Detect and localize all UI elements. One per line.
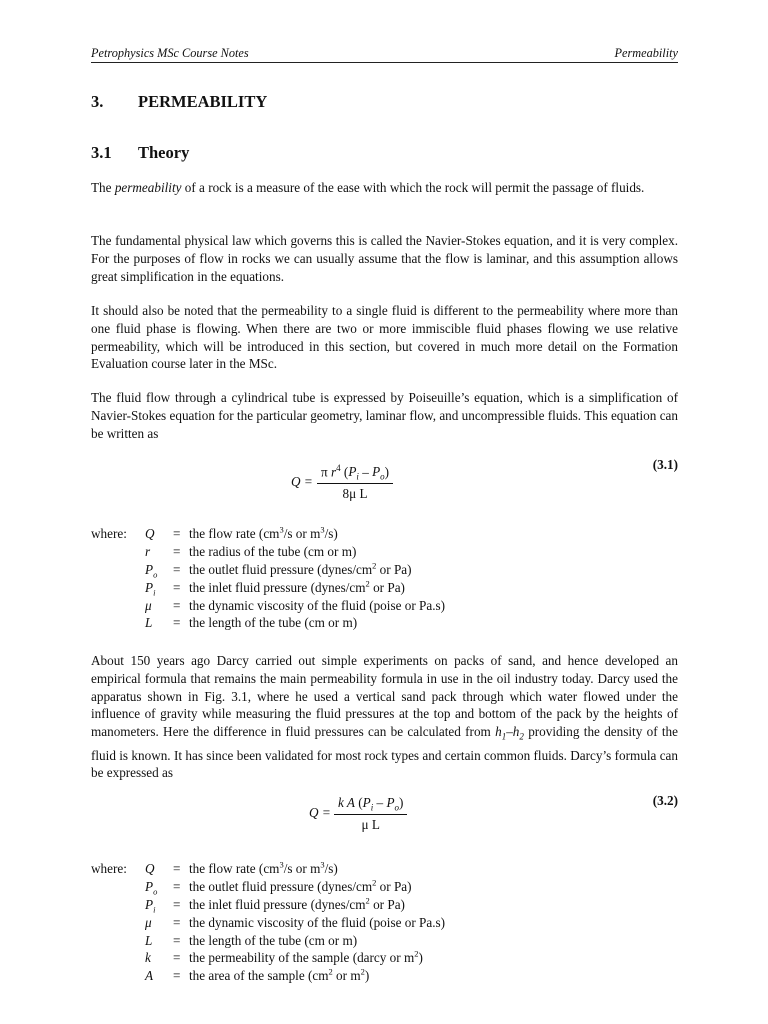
- paragraph-relative-permeability: It should also be noted that the permeability to a single fluid is different to the permeability where more than one fluid phase is flowing. When there are two or more immiscible fluid phases flowing we use relative permeability, which will be introduced in this section, but covered in much more detail on the Formation Evaluation course later in the MSc.: [91, 303, 678, 372]
- equation-poiseuille: [91, 457, 678, 501]
- variable-description: the length of the tube (cm or m): [189, 615, 358, 631]
- equals-sign: =: [173, 896, 181, 912]
- equals-sign: =: [173, 526, 181, 541]
- variable-row: [91, 525, 678, 543]
- variable-row: [91, 614, 678, 632]
- equals-sign: =: [173, 597, 181, 613]
- chapter-heading: [91, 92, 267, 112]
- equals-sign: =: [173, 579, 181, 595]
- variable-description: the permeability of the sample (darcy or $m^2$): [189, 949, 423, 966]
- variable-row: [91, 579, 678, 597]
- running-header: [91, 46, 678, 63]
- equals-sign: =: [173, 968, 181, 984]
- paragraph-darcy: About 150 years ago Darcy carried out simple experiments on packs of sand, and hence developed an empirical formula that remains the main permeability formula in use in the oil industry today. Darcy used the apparatus shown in Fig. 3.1, where he used a vertical sand pack through which water flowed under the influence of gravity while measuring the fluid pressures at the top and bottom of the pack by the heights of manometers. Here the difference in fluid pressures can be calculated from $h_1-h_2$ providing the density of the fluid is known. It has since been validated for most rock types and certain common fluids. Darcy’s formula can be expressed as: [91, 653, 678, 781]
- equation-lhs: Q =: [309, 805, 331, 820]
- paragraph-poiseuille: The fluid flow through a cylindrical tube is expressed by Poiseuille’s equation, which is a simplification of Navier-Stokes equation for the particular geometry, laminar flow, and uncompressible fluids. This equation can be written as: [91, 390, 678, 441]
- variable-symbol: $P_i$: [145, 896, 156, 915]
- variable-description: the flow rate ($cm^3/s$ or $m^3/s$): [189, 524, 338, 541]
- variable-description: the inlet fluid pressure ($dynes/cm^2$ or Pa): [189, 895, 405, 912]
- equation-lhs: Q =: [291, 474, 313, 489]
- equation-numerator: k A $(P_i - P_o)$: [334, 795, 407, 815]
- emphasis-term: permeability: [114, 180, 182, 195]
- variable-row: [91, 896, 678, 914]
- variable-description: the inlet fluid pressure ($dynes/cm^2$ or Pa): [189, 578, 405, 595]
- variable-row: [91, 561, 678, 579]
- variable-row: [91, 914, 678, 932]
- variable-description: the flow rate ($cm^3/s$ or $m^3/s$): [189, 859, 338, 876]
- variable-row: [91, 597, 678, 615]
- variable-description: the dynamic viscosity of the fluid (poise or Pa.s): [189, 914, 446, 930]
- variable-description: the radius of the tube (cm or m): [189, 543, 357, 559]
- variable-description: the dynamic viscosity of the fluid (poise or Pa.s): [189, 597, 446, 613]
- paragraph-text: of a rock is a measure of the ease with which the rock will permit the passage of fluids.: [181, 180, 645, 195]
- equals-sign: =: [173, 615, 181, 631]
- variable-symbol: r: [145, 543, 151, 559]
- variable-symbol: μ: [145, 914, 152, 930]
- equation-numerator: π $r^4$ $(P_i - P_o)$: [317, 463, 393, 484]
- chapter-number: 3.: [91, 92, 104, 111]
- section-heading: [91, 143, 189, 163]
- equals-sign: =: [173, 561, 181, 577]
- variable-symbol: k: [145, 950, 151, 966]
- variable-list-darcy: [91, 860, 678, 985]
- variable-symbol: L: [145, 932, 153, 948]
- variable-symbol: Q: [145, 861, 155, 876]
- equals-sign: =: [173, 932, 181, 948]
- equation-darcy: [91, 793, 678, 837]
- variable-symbol: A: [145, 968, 154, 984]
- where-label: where:: [91, 526, 127, 541]
- equals-sign: =: [173, 543, 181, 559]
- variable-row: [91, 932, 678, 950]
- equals-sign: =: [173, 950, 181, 966]
- variable-list-poiseuille: [91, 525, 678, 632]
- variable-description: the length of the tube (cm or m): [189, 932, 358, 948]
- paragraph-text: The: [91, 180, 115, 195]
- where-label: where:: [91, 861, 127, 876]
- variable-description: the area of the sample ($cm^2$ or $m^2$): [189, 966, 370, 984]
- variable-symbol: $P_o$: [145, 561, 158, 580]
- variable-symbol: L: [145, 615, 153, 631]
- variable-row: [91, 878, 678, 896]
- equals-sign: =: [173, 914, 181, 930]
- variable-symbol: $P_i$: [145, 579, 156, 598]
- variable-symbol: Q: [145, 526, 155, 541]
- equation-fraction: [317, 463, 393, 502]
- variable-description: the outlet fluid pressure ($dynes/cm^2$ or Pa): [189, 877, 412, 894]
- variable-row: [91, 949, 678, 967]
- equation-fraction: [334, 795, 407, 833]
- variable-row: [91, 967, 678, 985]
- section-number: 3.1: [91, 143, 112, 162]
- variable-description: the outlet fluid pressure ($dynes/cm^2$ or Pa): [189, 560, 412, 577]
- variable-symbol: $P_o$: [145, 878, 158, 897]
- variable-row: [91, 543, 678, 561]
- section-title: Theory: [138, 143, 190, 162]
- equals-sign: =: [173, 878, 181, 894]
- variable-symbol: μ: [145, 597, 152, 613]
- paragraph-navier-stokes: The fundamental physical law which governs this is called the Navier-Stokes equation, and it is very complex. For the purposes of flow in rocks we can usually assume that the flow is laminar, and this assumption allows great simplification in the equations.: [91, 233, 678, 284]
- equation-denominator: μ L: [361, 816, 380, 832]
- equation-denominator: 8μ L: [342, 486, 368, 502]
- header-course-title: Petrophysics MSc Course Notes: [91, 46, 249, 60]
- equation-number: (3.1): [652, 457, 678, 472]
- equals-sign: =: [173, 861, 181, 876]
- header-chapter-title: Permeability: [614, 46, 678, 60]
- paragraph-definition: [91, 179, 678, 197]
- equation-number: (3.2): [652, 793, 678, 808]
- variable-row: [91, 860, 678, 878]
- chapter-title: PERMEABILITY: [138, 92, 268, 111]
